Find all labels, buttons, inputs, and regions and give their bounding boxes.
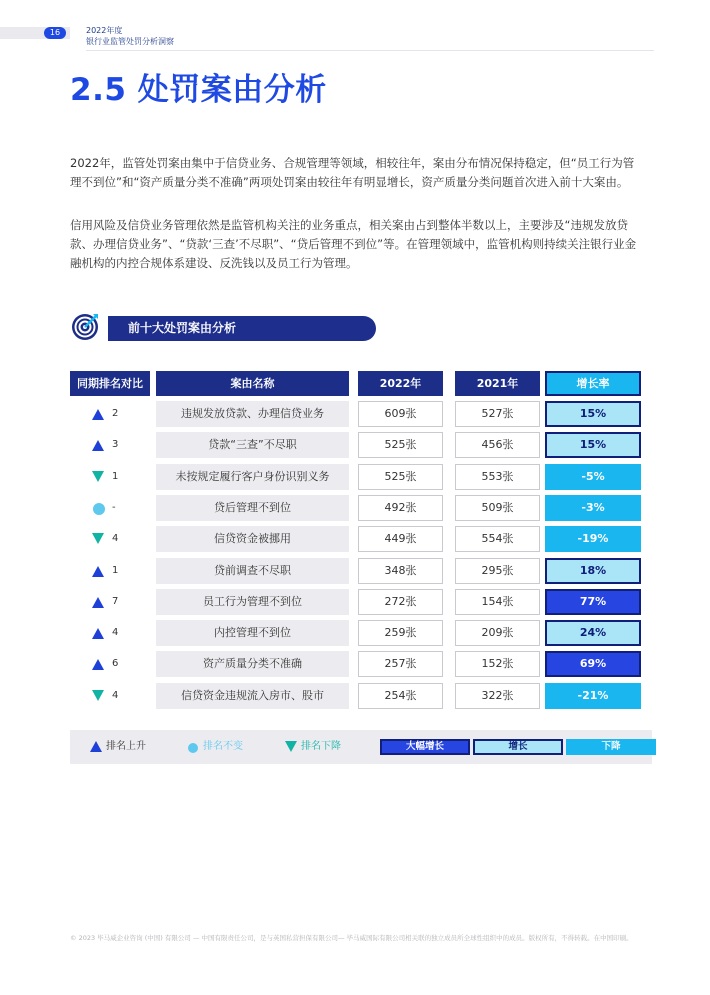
legend-rank-same-label: 排名不变 xyxy=(203,741,243,752)
table-row xyxy=(70,401,642,427)
case-name: 内控管理不到位 xyxy=(156,620,349,646)
rank-change-value: 3 xyxy=(112,439,119,450)
rank-change-value: 4 xyxy=(112,690,119,701)
count-2022: 525张 xyxy=(358,464,443,490)
rank-change-value: 2 xyxy=(112,408,119,419)
section-title: 前十大处罚案由分析 xyxy=(108,316,376,341)
table-row xyxy=(70,589,642,615)
count-2022: 492张 xyxy=(358,495,443,521)
count-2021: 154张 xyxy=(455,589,540,615)
table-row xyxy=(70,620,642,646)
count-2021: 295张 xyxy=(455,558,540,584)
table-row xyxy=(70,651,642,677)
rank-change-value: - xyxy=(112,502,116,513)
count-2021: 322张 xyxy=(455,683,540,709)
count-2021: 509张 xyxy=(455,495,540,521)
legend xyxy=(70,730,652,764)
case-name: 员工行为管理不到位 xyxy=(156,589,349,615)
running-header xyxy=(86,25,174,47)
legend-growth: 增长 xyxy=(473,739,563,755)
count-2022: 609张 xyxy=(358,401,443,427)
triangle-up-icon xyxy=(92,439,104,451)
table-row xyxy=(70,432,642,458)
rank-change xyxy=(70,683,150,709)
rank-change xyxy=(70,526,150,552)
count-2021: 152张 xyxy=(455,651,540,677)
case-name: 贷前调查不尽职 xyxy=(156,558,349,584)
dot-icon xyxy=(188,743,198,753)
header-2021: 2021年 xyxy=(455,371,540,396)
dot-icon xyxy=(93,503,105,515)
count-2021: 553张 xyxy=(455,464,540,490)
count-2022: 254张 xyxy=(358,683,443,709)
table-row xyxy=(70,495,642,521)
triangle-up-icon xyxy=(92,627,104,639)
count-2021: 209张 xyxy=(455,620,540,646)
growth-rate: 15% xyxy=(545,432,641,458)
count-2022: 257张 xyxy=(358,651,443,677)
rank-change-value: 4 xyxy=(112,627,119,638)
count-2022: 525张 xyxy=(358,432,443,458)
paragraph-2: 信用风险及信贷业务管理依然是监管机构关注的业务重点，相关案由占到整体半数以上，主要涉及“违规发放贷款、办理信贷业务”、“贷款‘三查’不尽职”、“贷后管理不到位”等。在管理领域中，监管机构则持续关注银行业金融机构的内控合规体系建设、反洗钱以及员工行为管理。 xyxy=(70,218,637,270)
count-2022: 449张 xyxy=(358,526,443,552)
rank-change xyxy=(70,401,150,427)
header-rank-compare: 同期排名对比 xyxy=(70,371,150,396)
count-2021: 527张 xyxy=(455,401,540,427)
header-divider xyxy=(86,50,654,51)
table-row xyxy=(70,558,642,584)
case-name: 违规发放贷款、办理信贷业务 xyxy=(156,401,349,427)
rank-change-value: 1 xyxy=(112,471,119,482)
header-report-title: 银行业监管处罚分析洞察 xyxy=(86,37,174,46)
header-case-name: 案由名称 xyxy=(156,371,349,396)
table-row xyxy=(70,526,642,552)
triangle-up-icon xyxy=(92,565,104,577)
rank-change-value: 1 xyxy=(112,565,119,576)
case-name: 贷款“三查”不尽职 xyxy=(156,432,349,458)
legend-big-growth: 大幅增长 xyxy=(380,739,470,755)
header-2022: 2022年 xyxy=(358,371,443,396)
paragraph-1: 2022年，监管处罚案由集中于信贷业务、合规管理等领域，相较往年，案由分布情况保持稳定，但“员工行为管理不到位”和“资产质量分类不准确”两项处罚案由较往年有明显增长，资产质量分类问题首次进入前十大案由。 xyxy=(70,156,635,189)
case-name: 未按规定履行客户身份识别义务 xyxy=(156,464,349,490)
triangle-up-icon xyxy=(92,658,104,670)
page-number: 16 xyxy=(44,27,66,39)
growth-rate: -19% xyxy=(545,526,641,552)
count-2022: 272张 xyxy=(358,589,443,615)
case-name: 信贷资金被挪用 xyxy=(156,526,349,552)
growth-rate: -5% xyxy=(545,464,641,490)
triangle-down-icon xyxy=(92,690,104,702)
table-row xyxy=(70,683,642,709)
rank-change xyxy=(70,464,150,490)
legend-rank-up-label: 排名上升 xyxy=(106,741,146,752)
triangle-down-icon xyxy=(285,741,297,752)
legend-decline: 下降 xyxy=(566,739,656,755)
growth-rate: -3% xyxy=(545,495,641,521)
case-name: 贷后管理不到位 xyxy=(156,495,349,521)
triangle-down-icon xyxy=(92,471,104,483)
page-title: 2.5 处罚案由分析 xyxy=(70,72,327,108)
growth-rate: -21% xyxy=(545,683,641,709)
growth-rate: 18% xyxy=(545,558,641,584)
rank-change xyxy=(70,651,150,677)
header-growth: 增长率 xyxy=(545,371,641,396)
count-2022: 259张 xyxy=(358,620,443,646)
rank-change xyxy=(70,589,150,615)
case-name: 信贷资金违规流入房市、股市 xyxy=(156,683,349,709)
table-row xyxy=(70,464,642,490)
rank-change xyxy=(70,558,150,584)
count-2021: 456张 xyxy=(455,432,540,458)
legend-rank-down-label: 排名下降 xyxy=(301,741,341,752)
rank-change-value: 7 xyxy=(112,596,119,607)
copyright-footer: © 2023 毕马威企业咨询 (中国) 有限公司 — 中国有限责任公司，是与英国私营担保有限公司— 毕马威国际有限公司相关联的独立成员所全球性组织中的成员。版权所有，不得转载。在中国印刷。 xyxy=(70,934,633,942)
growth-rate: 15% xyxy=(545,401,641,427)
rank-change-value: 6 xyxy=(112,658,119,669)
count-2022: 348张 xyxy=(358,558,443,584)
growth-rate: 69% xyxy=(545,651,641,677)
rank-change xyxy=(70,495,150,521)
target-icon xyxy=(70,312,100,342)
rank-change xyxy=(70,432,150,458)
growth-rate: 77% xyxy=(545,589,641,615)
triangle-up-icon xyxy=(90,741,102,752)
triangle-down-icon xyxy=(92,533,104,545)
rank-change xyxy=(70,620,150,646)
growth-rate: 24% xyxy=(545,620,641,646)
triangle-up-icon xyxy=(92,596,104,608)
header-year: 2022年度 xyxy=(86,26,123,35)
rank-change-value: 4 xyxy=(112,533,119,544)
case-name: 资产质量分类不准确 xyxy=(156,651,349,677)
triangle-up-icon xyxy=(92,408,104,420)
count-2021: 554张 xyxy=(455,526,540,552)
